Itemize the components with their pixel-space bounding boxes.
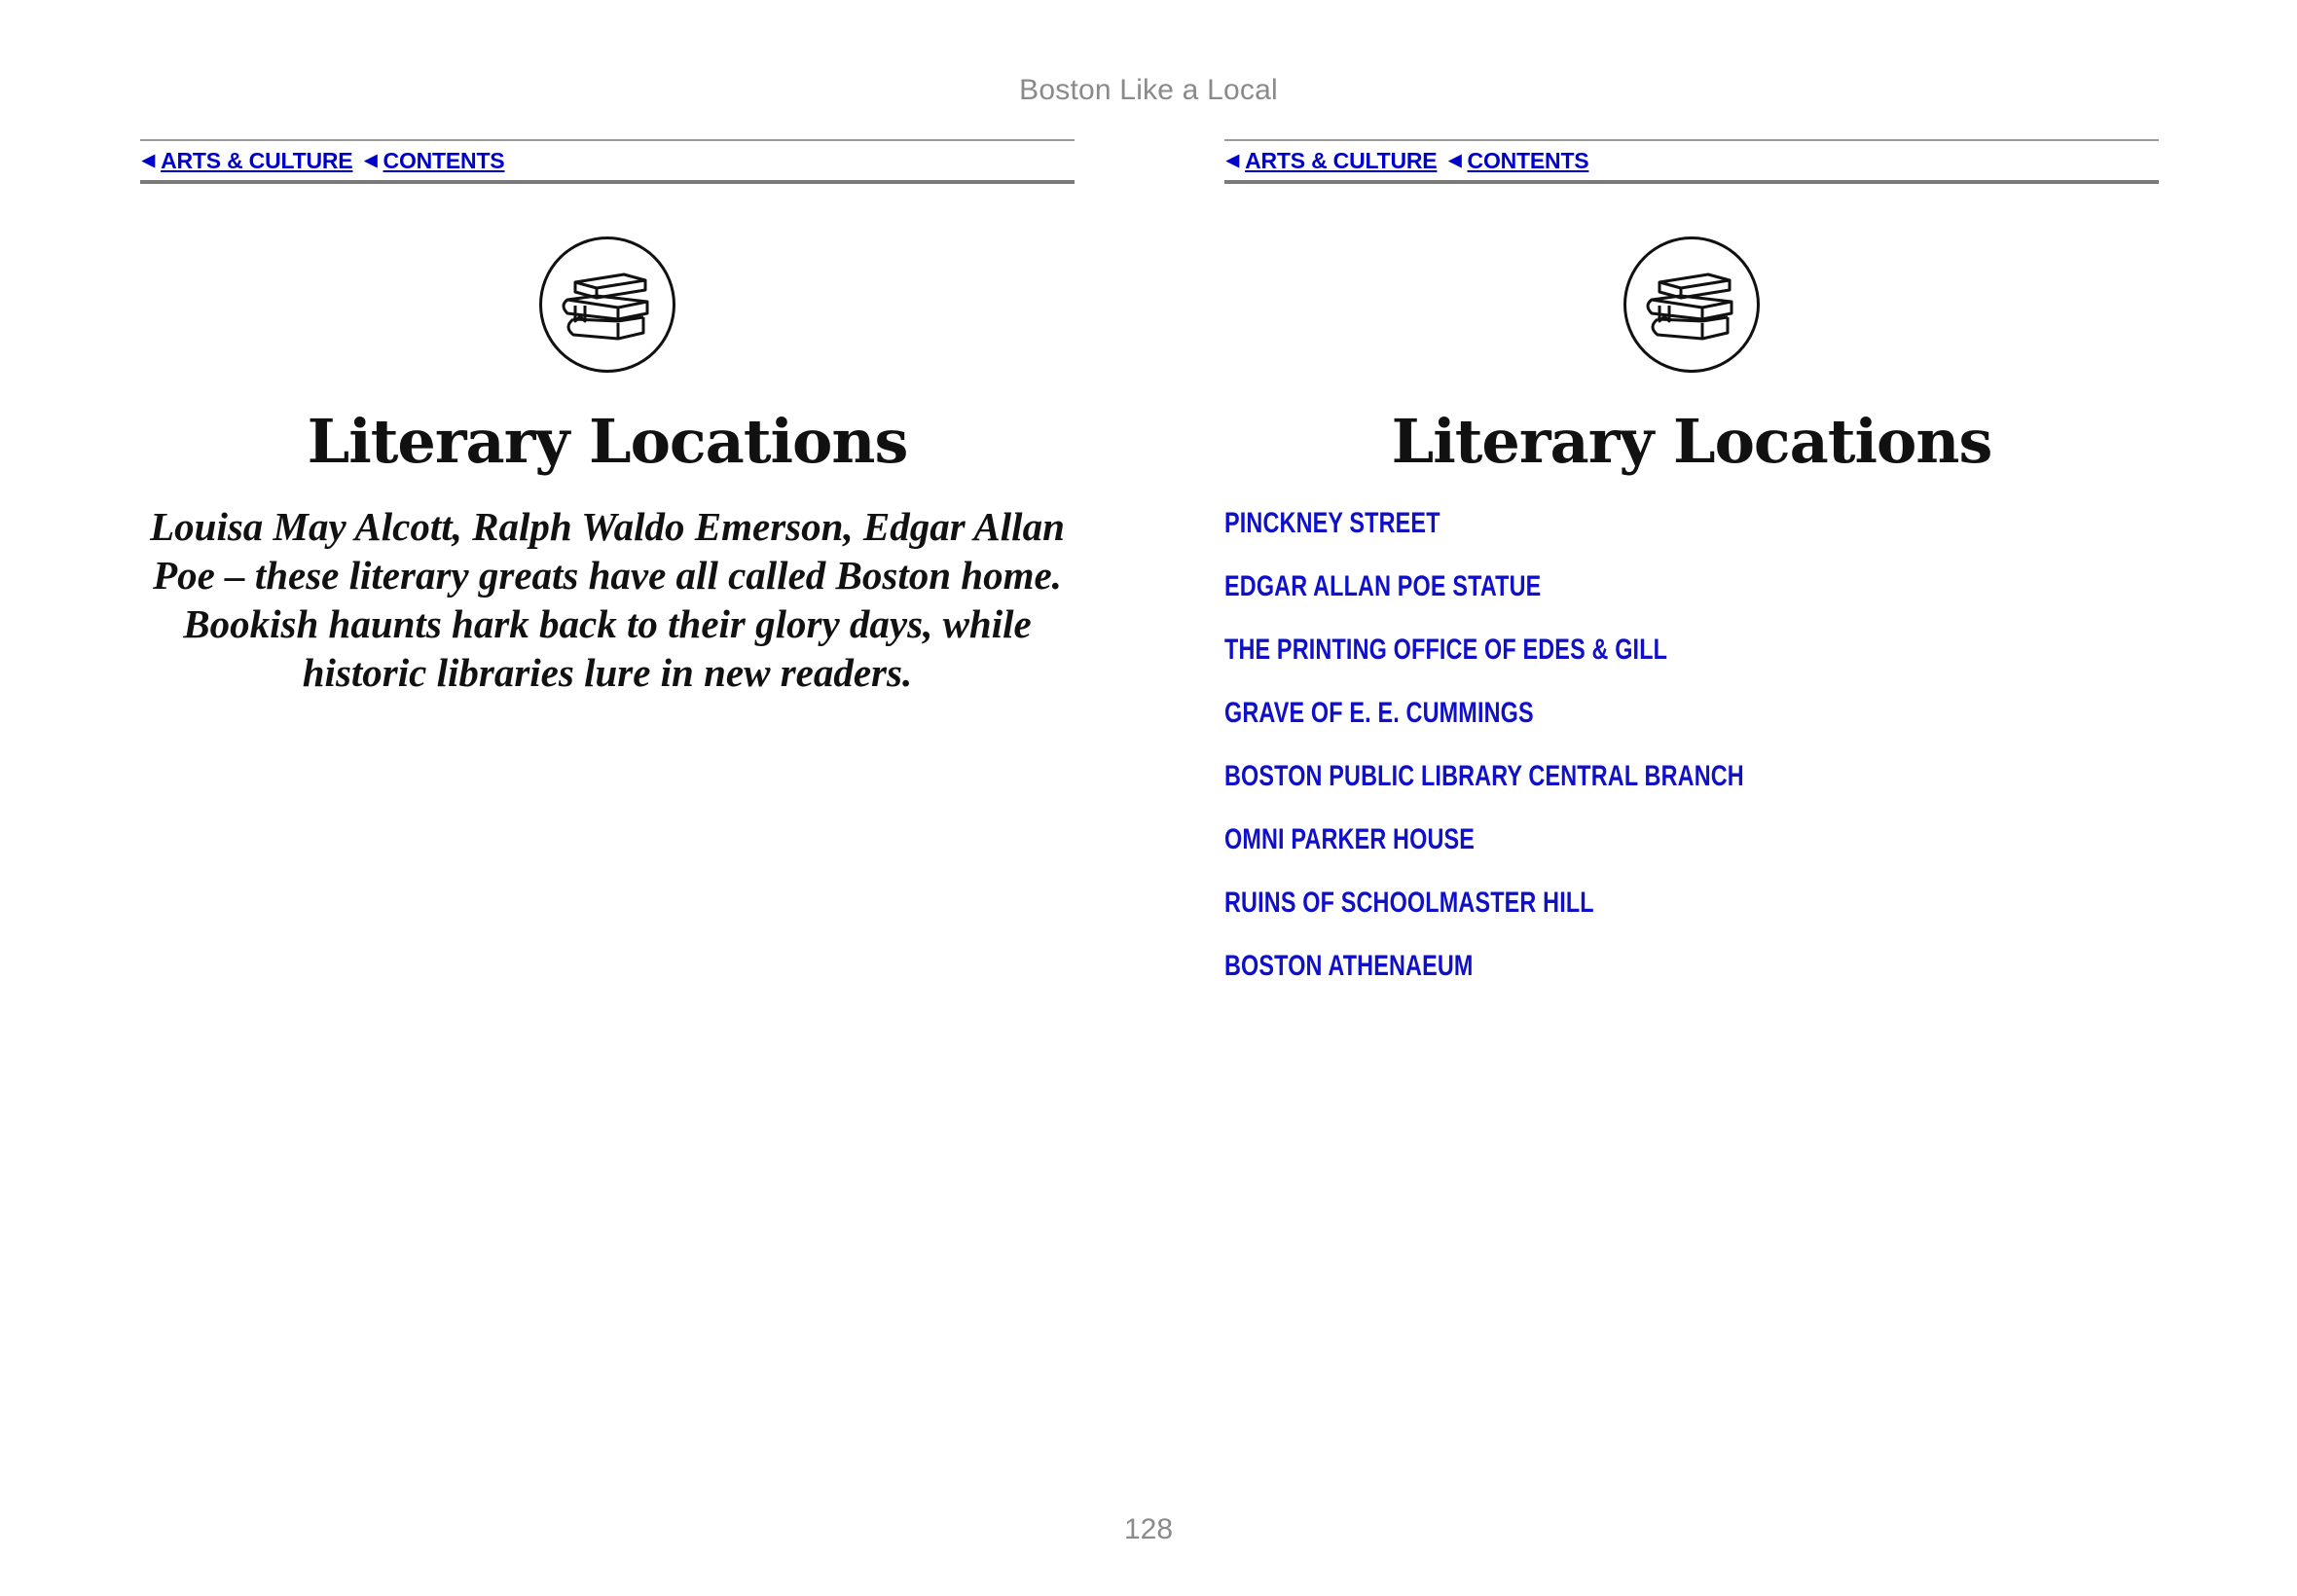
book-title: Boston Like a Local: [1019, 74, 1278, 106]
section-intro: Louisa May Alcott, Ralph Waldo Emerson, Edgar Allan Poe – these literary greats have all called Boston home. Bookish haunts hark back to their glory days, while historic libraries lure in new readers.: [150, 504, 1065, 695]
left-page: [140, 139, 1075, 697]
contents-link[interactable]: CONTENTS: [383, 147, 505, 173]
books-stack-icon: [1623, 236, 1760, 373]
location-link-printing-office[interactable]: THE PRINTING OFFICE OF EDES & GILL: [1224, 634, 1668, 666]
books-stack-icon: [539, 236, 675, 373]
location-link-boston-public-library[interactable]: BOSTON PUBLIC LIBRARY CENTRAL BRANCH: [1224, 760, 1744, 792]
right-page: [1224, 139, 2159, 1012]
location-link-boston-athenaeum[interactable]: BOSTON ATHENAEUM: [1224, 950, 1474, 982]
section-title: Literary Locations: [1391, 406, 1992, 477]
location-link-edgar-allan-poe-statue[interactable]: EDGAR ALLAN POE STATUE: [1224, 570, 1542, 602]
location-link-pinckney-street[interactable]: PINCKNEY STREET: [1224, 507, 1440, 539]
location-link-schoolmaster-hill[interactable]: RUINS OF SCHOOLMASTER HILL: [1224, 887, 1594, 919]
section-title: Literary Locations: [307, 406, 908, 477]
location-link-grave-ee-cummings[interactable]: GRAVE OF E. E. CUMMINGS: [1224, 697, 1534, 729]
page-number: 128: [1123, 1513, 1174, 1545]
contents-link[interactable]: CONTENTS: [1467, 147, 1589, 173]
location-list: [1224, 506, 2159, 1012]
breadcrumb: [140, 139, 1075, 184]
back-arrow-icon: ◀: [1226, 151, 1240, 169]
arts-culture-link[interactable]: ARTS & CULTURE: [1245, 147, 1438, 173]
location-link-omni-parker-house[interactable]: OMNI PARKER HOUSE: [1224, 823, 1476, 855]
back-arrow-icon: ◀: [364, 151, 378, 169]
arts-culture-link[interactable]: ARTS & CULTURE: [161, 147, 353, 173]
back-arrow-icon: ◀: [142, 151, 156, 169]
back-arrow-icon: ◀: [1448, 151, 1462, 169]
breadcrumb: [1224, 139, 2159, 184]
